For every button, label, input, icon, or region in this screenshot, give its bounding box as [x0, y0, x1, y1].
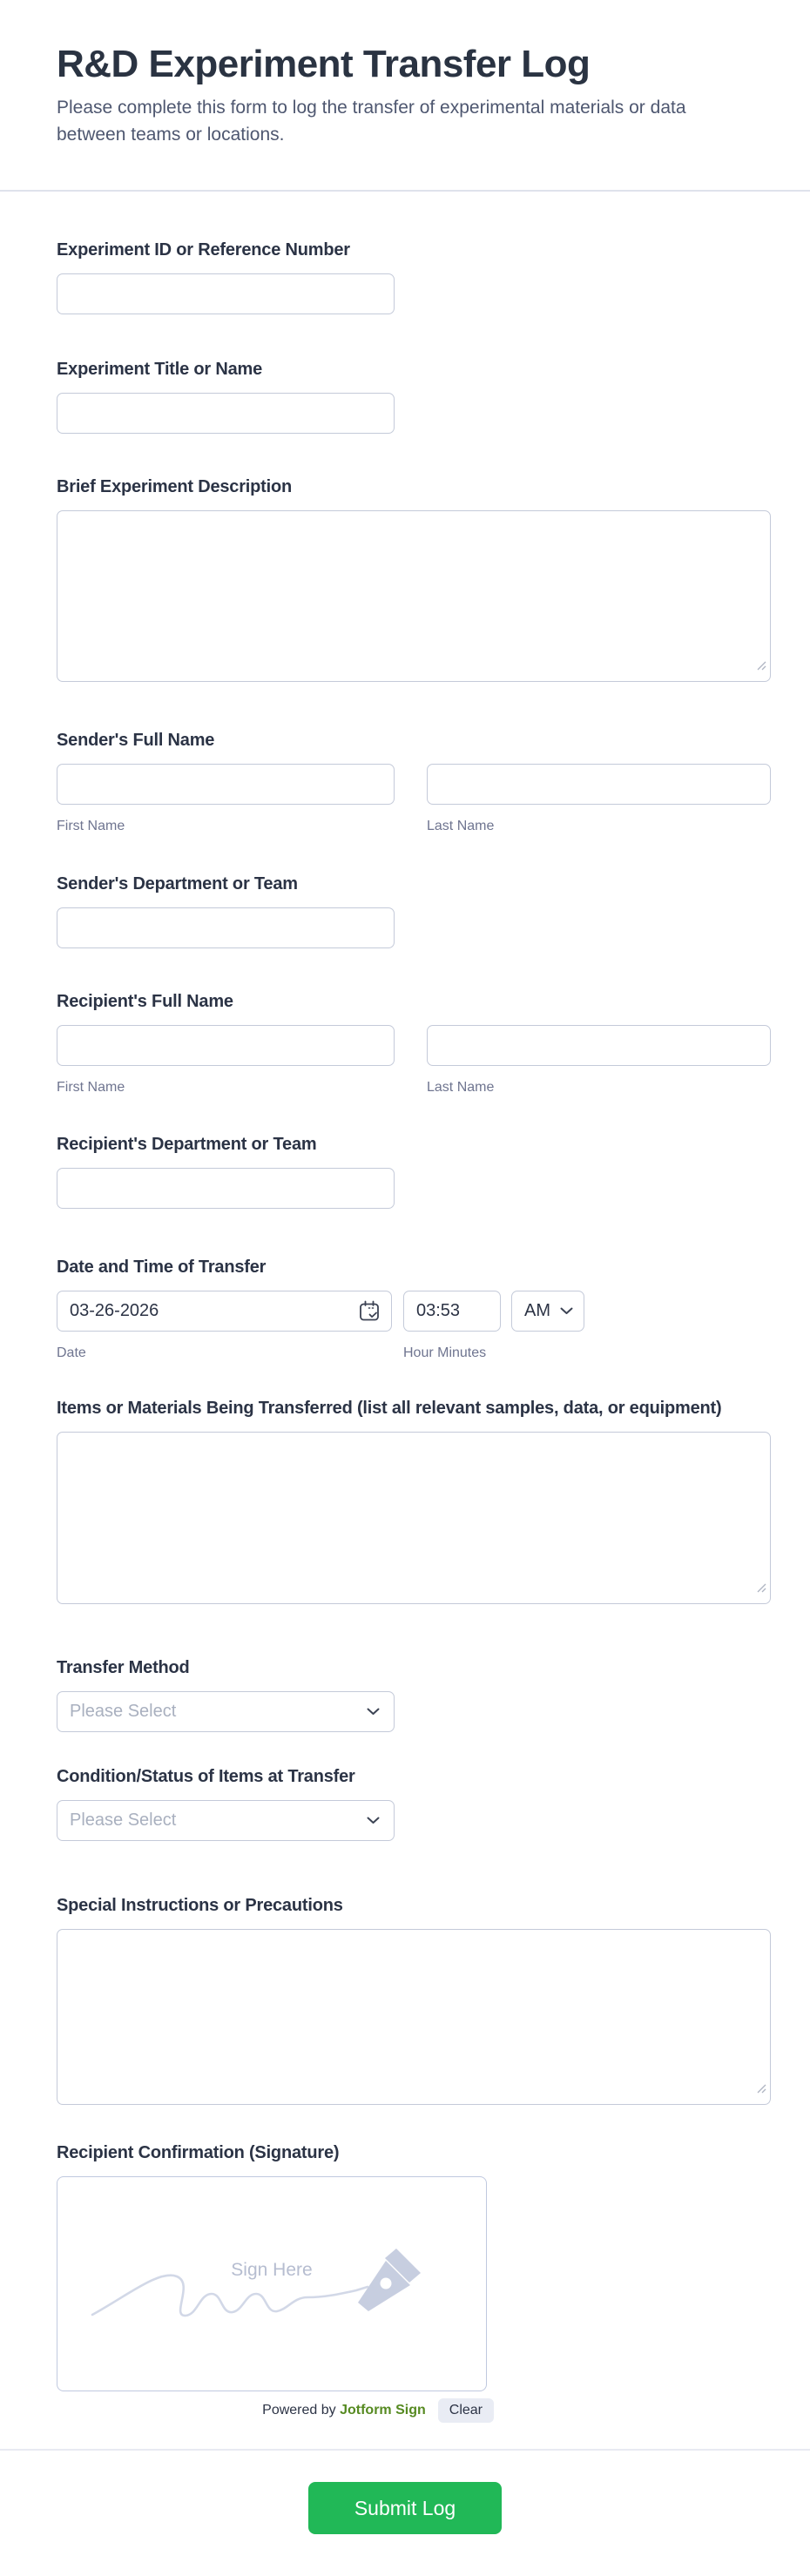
- recipient-name-sublabels: [57, 1080, 771, 1096]
- description-textarea[interactable]: [57, 510, 771, 682]
- field-special-instructions: [57, 1895, 771, 2105]
- experiment-title-label: Experiment Title or Name: [57, 360, 263, 379]
- signature-label: Recipient Confirmation (Signature): [57, 2143, 340, 2162]
- sender-department-input[interactable]: [57, 907, 395, 948]
- form-body: [0, 239, 810, 2423]
- resize-handle-icon[interactable]: [757, 1581, 766, 1597]
- experiment-title-input[interactable]: [57, 393, 395, 434]
- field-sender-name: [57, 730, 771, 834]
- recipient-department-label: Recipient's Department or Team: [57, 1135, 317, 1154]
- experiment-id-label: Experiment ID or Reference Number: [57, 240, 350, 260]
- page-subtitle: Please complete this form to log the transfer of experimental materials or data between teams or locations.: [57, 98, 686, 145]
- transfer-method-label: Transfer Method: [57, 1658, 190, 1677]
- description-label: Brief Experiment Description: [57, 477, 293, 496]
- chevron-down-icon: [367, 1813, 380, 1829]
- items-textarea-wrap: [57, 1432, 771, 1604]
- sender-name-sublabels: [57, 819, 771, 834]
- field-experiment-id: [57, 239, 771, 314]
- date-input[interactable]: [57, 1291, 392, 1332]
- last-name-sublabel: Last Name: [427, 1080, 495, 1095]
- description-textarea-wrap: [57, 510, 771, 682]
- datetime-row: [57, 1291, 771, 1332]
- items-label: Items or Materials Being Transferred (list all relevant samples, data, or equipment): [57, 1399, 722, 1418]
- meridiem-value: AM: [524, 1301, 550, 1320]
- special-instructions-textarea-wrap: [57, 1929, 771, 2105]
- transfer-method-placeholder: Please Select: [70, 1702, 177, 1721]
- signature-pad[interactable]: [57, 2176, 487, 2391]
- condition-status-placeholder: Please Select: [70, 1811, 177, 1830]
- form-header: [0, 0, 810, 192]
- special-instructions-textarea[interactable]: [57, 1929, 771, 2105]
- date-input-wrap: [57, 1291, 392, 1332]
- transfer-method-select[interactable]: [57, 1691, 395, 1732]
- jotform-sign-brand: Jotform Sign: [340, 2403, 426, 2418]
- field-recipient-department: [57, 1134, 771, 1209]
- special-instructions-label: Special Instructions or Precautions: [57, 1896, 343, 1915]
- sign-here-text: Sign Here: [231, 2260, 313, 2280]
- field-transfer-method: [57, 1657, 771, 1732]
- condition-status-label: Condition/Status of Items at Transfer: [57, 1767, 355, 1786]
- field-items: [57, 1398, 771, 1604]
- field-sender-department: [57, 873, 771, 948]
- time-input[interactable]: [403, 1291, 501, 1332]
- meridiem-select[interactable]: [511, 1291, 584, 1332]
- condition-status-select[interactable]: [57, 1800, 395, 1841]
- calendar-check-icon[interactable]: [358, 1299, 381, 1327]
- recipient-last-name-input[interactable]: [427, 1025, 771, 1066]
- recipient-name-label: Recipient's Full Name: [57, 992, 233, 1011]
- datetime-sublabels: [57, 1345, 771, 1363]
- datetime-label: Date and Time of Transfer: [57, 1258, 267, 1277]
- first-name-sublabel: First Name: [57, 819, 125, 833]
- submit-button[interactable]: Submit Log: [308, 2482, 502, 2534]
- time-sublabel: Hour Minutes: [403, 1345, 487, 1360]
- sender-first-name-input[interactable]: [57, 764, 395, 805]
- experiment-id-input[interactable]: [57, 273, 395, 314]
- field-condition-status: [57, 1766, 771, 1841]
- clear-signature-button[interactable]: Clear: [438, 2398, 494, 2423]
- field-datetime: [57, 1257, 771, 1363]
- first-name-sublabel: First Name: [57, 1080, 125, 1095]
- powered-by-label: Powered by: [262, 2403, 336, 2418]
- chevron-down-icon: [560, 1304, 573, 1319]
- field-description: [57, 476, 771, 682]
- sender-last-name-input[interactable]: [427, 764, 771, 805]
- field-recipient-name: [57, 991, 771, 1096]
- sender-name-row: [57, 764, 771, 805]
- sender-department-label: Sender's Department or Team: [57, 874, 298, 894]
- submit-section: [0, 2449, 810, 2534]
- recipient-department-input[interactable]: [57, 1168, 395, 1209]
- resize-handle-icon[interactable]: [757, 659, 766, 675]
- items-textarea[interactable]: [57, 1432, 771, 1604]
- date-sublabel: Date: [57, 1345, 86, 1360]
- field-experiment-title: [57, 359, 771, 434]
- signature-footer: [57, 2398, 494, 2423]
- last-name-sublabel: Last Name: [427, 819, 495, 833]
- powered-by-text: [262, 2403, 426, 2418]
- resize-handle-icon[interactable]: [757, 2082, 766, 2098]
- pen-nib-icon: [79, 2228, 454, 2337]
- recipient-first-name-input[interactable]: [57, 1025, 395, 1066]
- sender-name-label: Sender's Full Name: [57, 731, 215, 750]
- page-title: R&D Experiment Transfer Log: [57, 43, 591, 85]
- field-signature: [57, 2142, 771, 2423]
- chevron-down-icon: [367, 1704, 380, 1720]
- recipient-name-row: [57, 1025, 771, 1066]
